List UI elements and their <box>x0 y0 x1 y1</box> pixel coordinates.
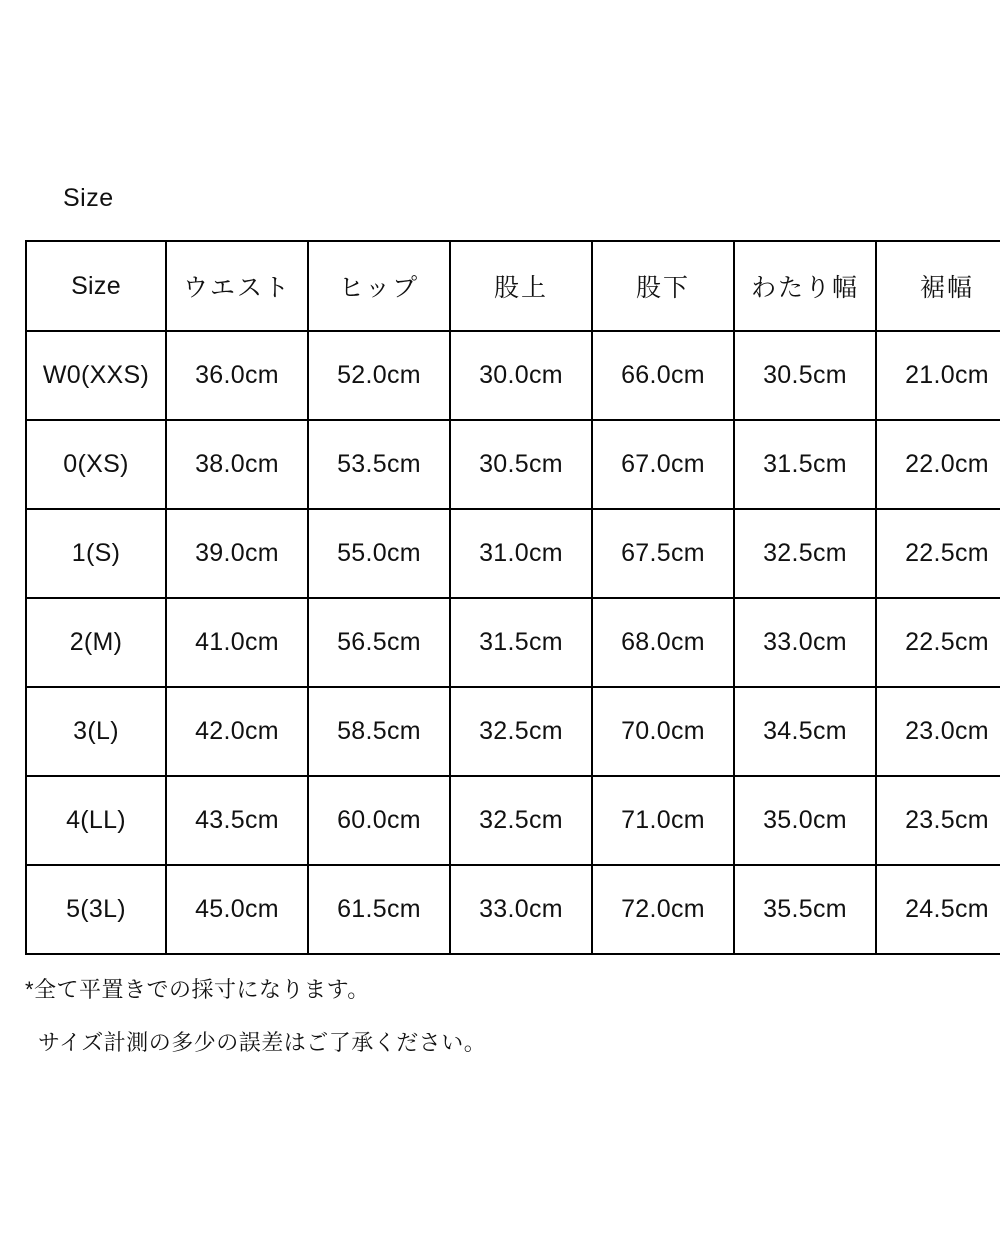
cell-waist: 43.5cm <box>166 776 308 865</box>
table-row <box>26 687 1000 776</box>
cell-hip: 60.0cm <box>308 776 450 865</box>
table-row <box>26 776 1000 865</box>
cell-rise: 31.0cm <box>450 509 592 598</box>
cell-inseam: 67.5cm <box>592 509 734 598</box>
column-header-waist: ウエスト <box>166 241 308 331</box>
cell-size: W0(XXS) <box>26 331 166 420</box>
size-table-container <box>25 240 989 955</box>
cell-hip: 52.0cm <box>308 331 450 420</box>
cell-hip: 56.5cm <box>308 598 450 687</box>
cell-hip: 53.5cm <box>308 420 450 509</box>
cell-hem-width: 22.5cm <box>876 598 1000 687</box>
cell-waist: 39.0cm <box>166 509 308 598</box>
cell-rise: 30.0cm <box>450 331 592 420</box>
cell-size: 0(XS) <box>26 420 166 509</box>
cell-size: 5(3L) <box>26 865 166 954</box>
cell-hem-width: 23.0cm <box>876 687 1000 776</box>
cell-inseam: 66.0cm <box>592 331 734 420</box>
cell-thigh-width: 35.5cm <box>734 865 876 954</box>
cell-waist: 45.0cm <box>166 865 308 954</box>
page-title: Size <box>63 184 114 212</box>
cell-inseam: 68.0cm <box>592 598 734 687</box>
cell-thigh-width: 30.5cm <box>734 331 876 420</box>
table-row <box>26 331 1000 420</box>
cell-hem-width: 22.5cm <box>876 509 1000 598</box>
cell-inseam: 71.0cm <box>592 776 734 865</box>
cell-thigh-width: 32.5cm <box>734 509 876 598</box>
cell-hem-width: 22.0cm <box>876 420 1000 509</box>
cell-hem-width: 24.5cm <box>876 865 1000 954</box>
cell-size: 1(S) <box>26 509 166 598</box>
column-header-rise: 股上 <box>450 241 592 331</box>
cell-rise: 31.5cm <box>450 598 592 687</box>
cell-size: 3(L) <box>26 687 166 776</box>
table-row <box>26 598 1000 687</box>
cell-rise: 32.5cm <box>450 687 592 776</box>
table-header-row <box>26 241 1000 331</box>
cell-hip: 61.5cm <box>308 865 450 954</box>
column-header-size: Size <box>26 241 166 331</box>
table-row <box>26 865 1000 954</box>
cell-size: 4(LL) <box>26 776 166 865</box>
cell-rise: 32.5cm <box>450 776 592 865</box>
cell-inseam: 70.0cm <box>592 687 734 776</box>
cell-waist: 36.0cm <box>166 331 308 420</box>
table-row <box>26 509 1000 598</box>
cell-thigh-width: 33.0cm <box>734 598 876 687</box>
cell-inseam: 72.0cm <box>592 865 734 954</box>
column-header-hem-width: 裾幅 <box>876 241 1000 331</box>
measurement-note: *全て平置きでの採寸になります。 <box>25 977 370 1002</box>
cell-waist: 41.0cm <box>166 598 308 687</box>
column-header-thigh-width: わたり幅 <box>734 241 876 331</box>
cell-thigh-width: 35.0cm <box>734 776 876 865</box>
cell-rise: 30.5cm <box>450 420 592 509</box>
tolerance-note: サイズ計測の多少の誤差はご了承ください。 <box>38 1030 487 1055</box>
cell-waist: 42.0cm <box>166 687 308 776</box>
size-table <box>25 240 1000 955</box>
cell-size: 2(M) <box>26 598 166 687</box>
cell-rise: 33.0cm <box>450 865 592 954</box>
cell-hem-width: 21.0cm <box>876 331 1000 420</box>
cell-waist: 38.0cm <box>166 420 308 509</box>
column-header-hip: ヒップ <box>308 241 450 331</box>
cell-hem-width: 23.5cm <box>876 776 1000 865</box>
cell-hip: 55.0cm <box>308 509 450 598</box>
column-header-inseam: 股下 <box>592 241 734 331</box>
cell-hip: 58.5cm <box>308 687 450 776</box>
cell-inseam: 67.0cm <box>592 420 734 509</box>
cell-thigh-width: 34.5cm <box>734 687 876 776</box>
cell-thigh-width: 31.5cm <box>734 420 876 509</box>
table-row <box>26 420 1000 509</box>
